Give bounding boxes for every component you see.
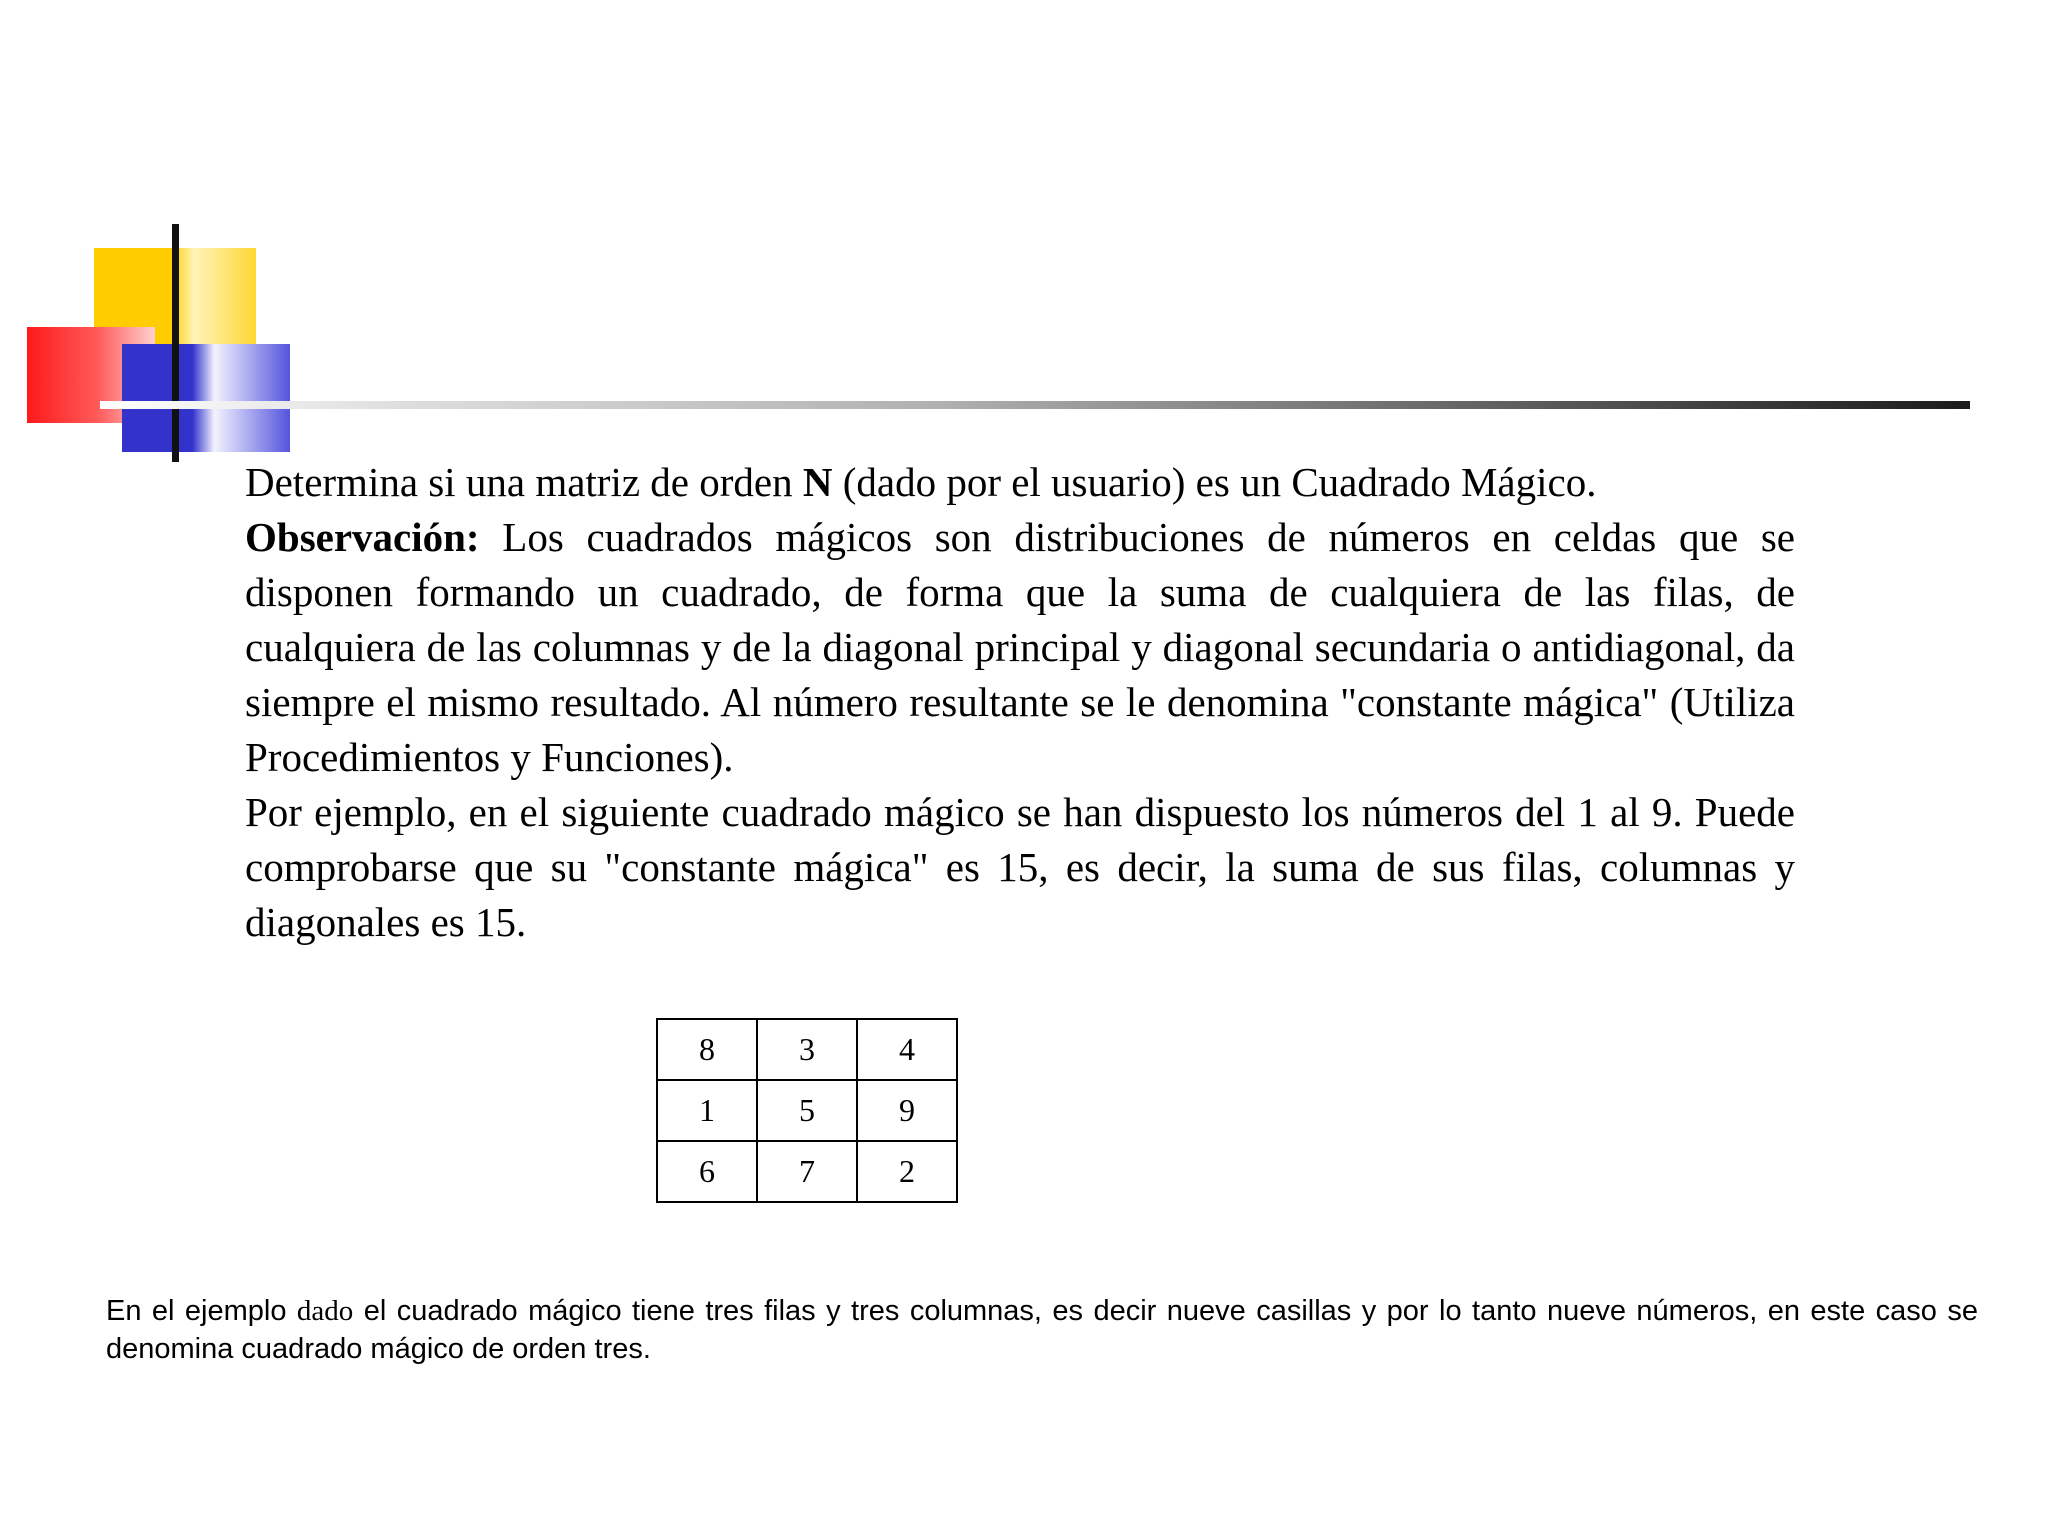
observation-text: Los cuadrados mágicos son distribuciones de números en celdas que se disponen formando un cuadrado, de forma que la suma de cualquiera de las filas, de cualquiera de las columnas y de la diagonal principal y diagonal secundaria o antidiagonal, da siempre el mismo resultado. Al número resultante se le denomina "constante mágica" (Utiliza Procedimientos y Funciones).: [245, 514, 1795, 780]
table-row: [657, 1080, 957, 1141]
statement-order-n: N: [802, 459, 833, 505]
footer-text-b: el cuadrado mágico tiene tres filas y tres columnas, es decir nueve casillas y por lo tanto nueve números, en este caso se denomina cuadrado mágico de orden tres.: [106, 1295, 1978, 1365]
decorative-blue-square: [122, 344, 290, 452]
table-cell: 4: [857, 1019, 957, 1080]
statement-text-b: (dado por el usuario) es un Cuadrado Mágico.: [832, 459, 1597, 505]
example-paragraph: Por ejemplo, en el siguiente cuadrado mágico se han dispuesto los números del 1 al 9. Puede comprobarse que su "constante mágica" es 15, es decir, la suma de sus filas, columnas y diagonales es 15.: [245, 789, 1795, 945]
table-cell: 1: [657, 1080, 757, 1141]
footer-text-a: En el ejemplo: [106, 1295, 297, 1327]
decorative-vertical-line: [172, 224, 179, 462]
statement-paragraph: [245, 455, 1795, 510]
table-row: [657, 1141, 957, 1202]
observation-label: Observación:: [245, 514, 480, 560]
table-cell: 7: [757, 1141, 857, 1202]
table-cell: 2: [857, 1141, 957, 1202]
table-cell: 3: [757, 1019, 857, 1080]
table-row: [657, 1019, 957, 1080]
table-cell: 8: [657, 1019, 757, 1080]
table-cell: 9: [857, 1080, 957, 1141]
decorative-horizontal-rule: [100, 401, 1970, 409]
statement-text-a: Determina si una matriz de orden: [245, 459, 803, 505]
footer-note: [106, 1292, 1978, 1368]
table-cell: 6: [657, 1141, 757, 1202]
exercise-statement: [245, 455, 1795, 950]
magic-square-table: [656, 1018, 958, 1203]
footer-serif-word: dado: [296, 1295, 354, 1327]
observation-paragraph: [245, 510, 1795, 785]
table-cell: 5: [757, 1080, 857, 1141]
